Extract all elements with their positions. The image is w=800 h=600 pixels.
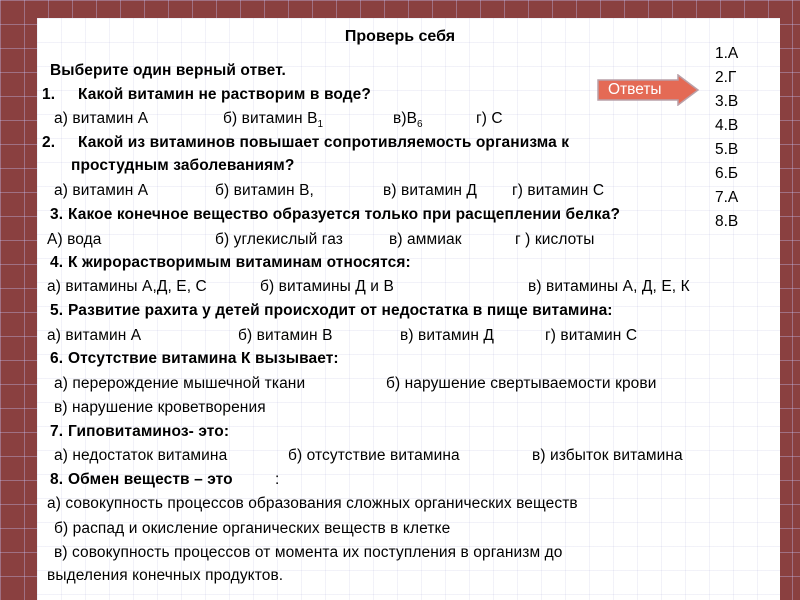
- q5-option-d: г) витамин С: [545, 327, 638, 344]
- answer-item: 7.А: [715, 189, 739, 206]
- question-6-number: 6.: [50, 350, 64, 367]
- q5-option-c: в) витамин Д: [400, 327, 495, 344]
- answer-item: 8.В: [715, 213, 739, 230]
- question-5-text: Развитие рахита у детей происходит от недостатка в пище витамина:: [68, 302, 613, 319]
- q1-option-b: б) витамин $В_1$: [223, 110, 324, 131]
- q3-option-a: А) вода: [47, 231, 102, 248]
- q6-option-c: в) нарушение кроветворения: [54, 399, 266, 416]
- answers-button[interactable]: [596, 74, 700, 106]
- q8-option-c: в) совокупность процессов от момента их поступления в организм до: [54, 544, 563, 561]
- question-6-text: Отсутствие витамина К вызывает:: [68, 350, 339, 367]
- question-2-text: Какой из витаминов повышает сопротивляемость организма к: [78, 134, 570, 151]
- question-2-text-cont: простудным заболеваниям?: [71, 157, 295, 174]
- q2-option-a: а) витамин А: [54, 182, 149, 199]
- q1-option-c: $в)В_6$: [393, 110, 423, 131]
- q4-option-a: а) витамины А,Д, Е, С: [47, 278, 207, 295]
- question-7-number: 7.: [50, 423, 64, 440]
- answer-item: 2.Г: [715, 69, 737, 86]
- answer-item: 4.В: [715, 117, 739, 134]
- q1-option-d: г) С: [476, 110, 503, 127]
- q8-colon: :: [275, 471, 280, 488]
- q2-option-c: в) витамин Д: [383, 182, 478, 199]
- question-1-number: 1.: [42, 86, 56, 103]
- q2-option-b: б) витамин В,: [215, 182, 314, 199]
- q3-option-c: в) аммиак: [389, 231, 462, 248]
- q8-option-b: б) распад и окисление органических веществ в клетке: [54, 520, 451, 537]
- question-4-number: 4.: [50, 254, 64, 271]
- answer-item: 3.В: [715, 93, 739, 110]
- answer-item: 1.А: [715, 45, 739, 62]
- q2-option-d: г) витамин С: [512, 182, 605, 199]
- q5-option-b: б) витамин В: [238, 327, 333, 344]
- question-3-number: 3.: [50, 206, 64, 223]
- question-2-number: 2.: [42, 134, 56, 151]
- q8-option-c-cont: выделения конечных продуктов.: [47, 567, 284, 584]
- q4-option-c: в) витамины А, Д, Е, К: [528, 278, 690, 295]
- q6-option-b: б) нарушение свертываемости крови: [386, 375, 657, 392]
- q3-option-b: б) углекислый газ: [215, 231, 343, 248]
- question-8-number: 8.: [50, 471, 64, 488]
- q7-option-a: а) недостаток витамина: [54, 447, 228, 464]
- question-1-text: Какой витамин не растворим в воде?: [78, 86, 371, 103]
- question-4-text: К жирорастворимым витаминам относятся:: [68, 254, 411, 271]
- question-8-text: Обмен веществ – это: [68, 471, 233, 488]
- answer-item: 6.Б: [715, 165, 739, 182]
- q4-option-b: б) витамины Д и В: [260, 278, 394, 295]
- q5-option-a: а) витамин А: [47, 327, 142, 344]
- answers-button-label: Ответы: [608, 81, 662, 98]
- q6-option-a: а) перерождение мышечной ткани: [54, 375, 306, 392]
- q3-option-d: г ) кислоты: [515, 231, 595, 248]
- answers-list: [715, 42, 738, 234]
- q1-option-a: а) витамин А: [54, 110, 149, 127]
- question-3-text: Какое конечное вещество образуется только при расщеплении белка?: [68, 206, 621, 223]
- question-7-text: Гиповитаминоз- это:: [68, 423, 230, 440]
- q7-option-b: б) отсутствие витамина: [288, 447, 460, 464]
- q8-option-a: а) совокупность процессов образования сложных органических веществ: [47, 495, 578, 512]
- q7-option-c: в) избыток витамина: [532, 447, 683, 464]
- page-title: Проверь себя: [344, 28, 456, 45]
- question-5-number: 5.: [50, 302, 64, 319]
- answer-item: 5.В: [715, 141, 739, 158]
- instruction: Выберите один верный ответ.: [50, 62, 286, 79]
